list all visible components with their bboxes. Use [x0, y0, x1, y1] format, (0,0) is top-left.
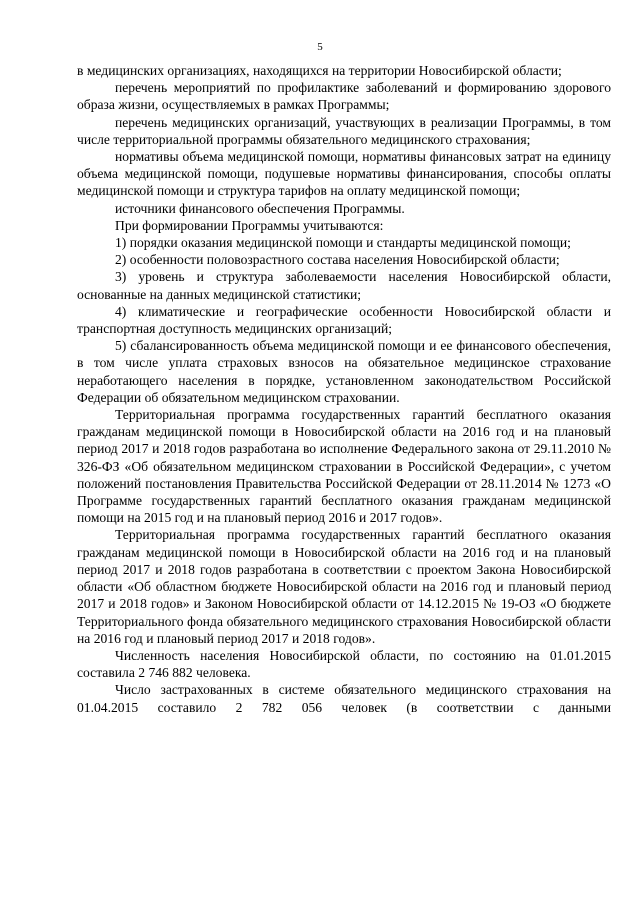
list-item: 4) климатические и географические особенности Новосибирской области и транспортная доступность медицинских организаций; — [77, 303, 611, 337]
paragraph: в медицинских организациях, находящихся на территории Новосибирской области; — [77, 63, 562, 78]
list-item: 1) порядки оказания медицинской помощи и стандарты медицинской помощи; — [115, 235, 571, 251]
paragraph: Число застрахованных в системе обязательного медицинского страхования на 01.04.2015 составило 2 782 056 человек (в соответствии с данными — [77, 682, 611, 715]
paragraph: При формировании Программы учитываются: — [115, 217, 384, 233]
paragraph: Территориальная программа государственных гарантий бесплатного оказания гражданам медицинской помощи в Новосибирской области на 2016 год и на плановый период 2017 и 2018 годов разработана в соответствии с проектом Закона Новосибирской области «Об областном бюджете Новосибирской области на 2016 год и плановый период 2017 и 2018 годов» и Законом Новосибирской области от 14.12.2015 № 19-ОЗ «О бюджете Территориального фонда обязательного медицинского страхования Новосибирской области на 2016 год и плановый период 2017 и 2018 годов». — [77, 527, 611, 646]
page-number: 5 — [317, 41, 323, 53]
list-item: 2) особенности половозрастного состава населения Новосибирской области; — [115, 252, 560, 268]
paragraph: источники финансового обеспечения Программы. — [115, 200, 405, 216]
paragraph: перечень медицинских организаций, участвующих в реализации Программы, в том числе территориальной программы обязательного медицинского страхования; — [77, 114, 611, 147]
paragraph: нормативы объема медицинской помощи, нормативы финансовых затрат на единицу объема медицинской помощи, подушевые нормативы финансирования, способы оплаты медицинской помощи и структура тарифов на оплату медицинской помощи; — [77, 149, 611, 199]
list-item: 3) уровень и структура заболеваемости населения Новосибирской области, основанные на данных медицинской статистики; — [77, 269, 611, 302]
paragraph: Территориальная программа государственных гарантий бесплатного оказания гражданам медицинской помощи в Новосибирской области на 2016 год и на плановый период 2017 и 2018 годов разработана во исполнение Федерального закона от 29.11.2010 № 326-ФЗ «Об обязательном медицинском страховании в Российской Федерации», с учетом положений постановления Правительства Российской Федерации от 28.11.2014 № 1273 «О Программе государственных гарантий бесплатного оказания гражданам медицинской помощи на 2015 год и на плановый период 2016 и 2017 годов». — [77, 407, 611, 526]
paragraph: перечень мероприятий по профилактике заболеваний и формированию здорового образа жизни, осуществляемых в рамках Программы; — [77, 80, 611, 113]
document-body — [77, 62, 611, 716]
paragraph: Численность населения Новосибирской области, по состоянию на 01.01.2015 составила 2 746 882 человека. — [77, 647, 611, 681]
list-item: 5) сбалансированность объема медицинской помощи и ее финансового обеспечения, в том числе уплата страховых взносов на обязательное медицинское страхование неработающего населения в порядке, установленном законодательством Российской Федерации об обязательном медицинском страховании. — [77, 338, 611, 405]
